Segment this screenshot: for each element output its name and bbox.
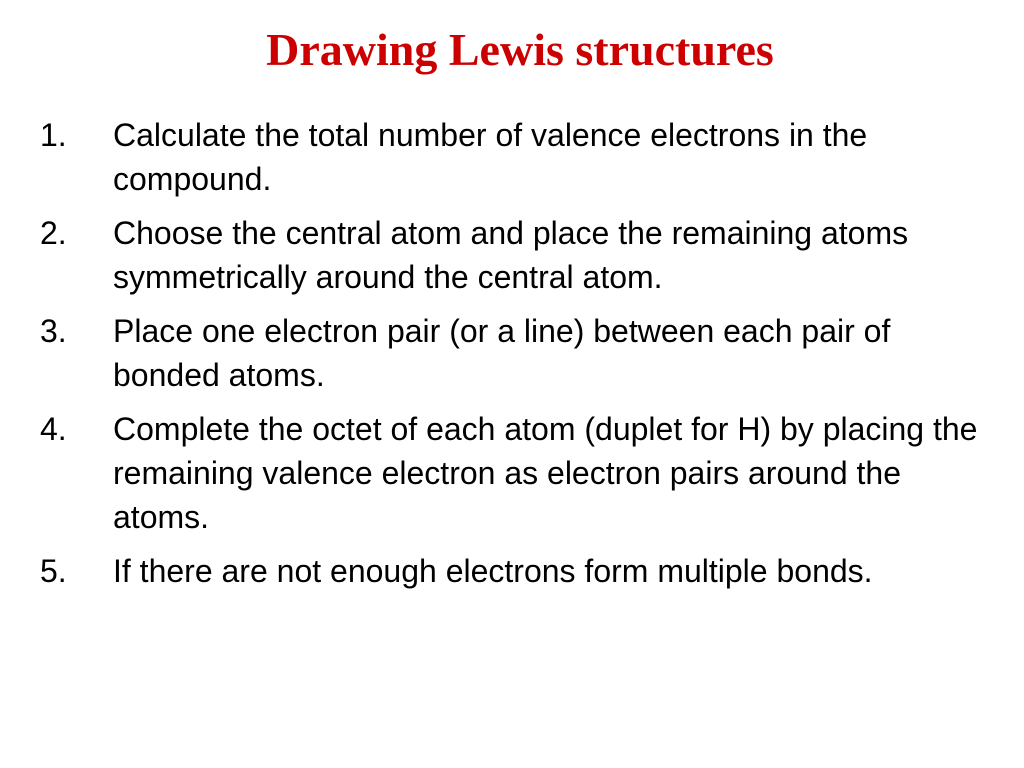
step-text: Choose the central atom and place the remaining atoms symmetrically around the central atom. bbox=[113, 215, 909, 295]
step-number: 3. bbox=[40, 313, 67, 349]
step-number: 2. bbox=[40, 215, 67, 251]
list-item bbox=[40, 407, 980, 539]
step-number: 5. bbox=[40, 553, 67, 589]
steps-list bbox=[40, 113, 980, 603]
list-item bbox=[40, 309, 980, 397]
step-number: 1. bbox=[40, 117, 67, 153]
step-text: Complete the octet of each atom (duplet for H) by placing the remaining valence electron as electron pairs around the atoms. bbox=[113, 411, 978, 535]
step-text: Place one electron pair (or a line) between each pair of bonded atoms. bbox=[113, 313, 891, 393]
step-number: 4. bbox=[40, 411, 67, 447]
list-item bbox=[40, 211, 980, 299]
list-item bbox=[40, 113, 980, 201]
list-item bbox=[40, 549, 980, 593]
step-text: Calculate the total number of valence electrons in the compound. bbox=[113, 117, 868, 197]
slide-title: Drawing Lewis structures bbox=[266, 24, 774, 75]
step-text: If there are not enough electrons form multiple bonds. bbox=[113, 553, 873, 589]
